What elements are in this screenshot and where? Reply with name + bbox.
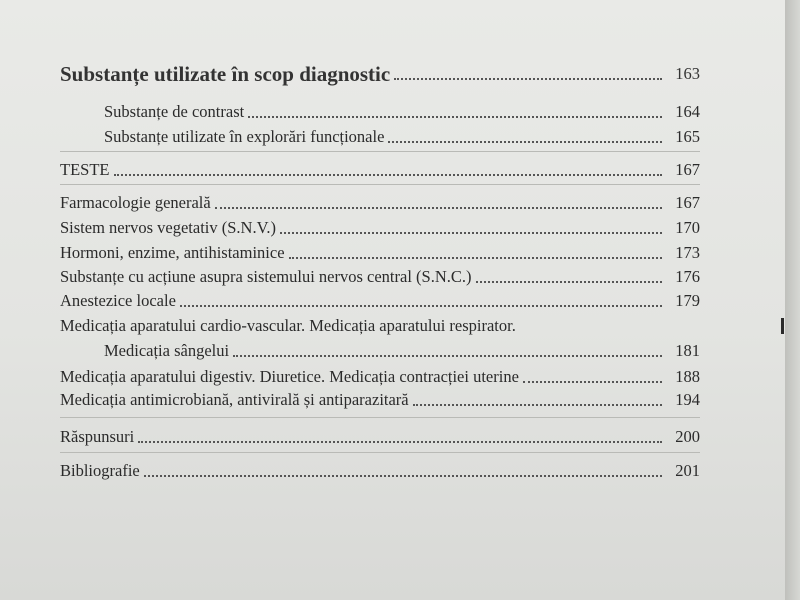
toc-wrapped-item-page: 181	[675, 341, 700, 360]
toc-sub-item-label: Substanțe utilizate în explorări funcționale	[104, 127, 385, 146]
toc-sub-item-page: 165	[675, 127, 700, 146]
toc-item-page: 176	[675, 267, 700, 286]
toc-sub-item-page: 164	[675, 102, 700, 121]
toc-item	[60, 243, 700, 263]
leader-dots	[476, 281, 663, 283]
toc-item-label: Medicația aparatului digestiv. Diuretice. Medicația contracției uterine	[60, 367, 519, 386]
toc-heading-page: 163	[675, 64, 700, 83]
leader-dots	[114, 174, 663, 176]
toc-raspunsuri-label: Răspunsuri	[60, 427, 135, 446]
toc-item-page: 194	[675, 390, 700, 409]
toc-heading-label: Substanțe utilizate în scop diagnostic	[60, 62, 391, 86]
toc-teste-page: 167	[675, 160, 700, 179]
toc-bibliografie	[60, 461, 700, 481]
section-divider	[60, 151, 700, 152]
toc-item-label: Anestezice locale	[60, 291, 176, 310]
leader-dots	[248, 116, 662, 118]
section-divider	[60, 417, 700, 418]
toc-sub-item	[60, 102, 700, 122]
toc-item-label: Medicația antimicrobiană, antivirală și antiparazitară	[60, 390, 409, 409]
edge-mark	[781, 318, 784, 334]
toc-item-label: Substanțe cu acțiune asupra sistemului nervos central (S.N.C.)	[60, 267, 472, 286]
toc-wrapped-item-label: Medicația aparatului cardio-vascular. Medicația aparatului respirator.	[60, 316, 516, 335]
leader-dots	[280, 232, 662, 234]
toc-item-label: Sistem nervos vegetativ (S.N.V.)	[60, 218, 277, 237]
leader-dots	[233, 355, 662, 357]
toc-item	[60, 218, 700, 238]
toc-teste	[60, 160, 700, 180]
toc-teste-label: TESTE	[60, 160, 110, 179]
toc-sub-item	[60, 127, 700, 147]
toc-item	[60, 193, 700, 213]
toc-sub-item-label: Substanțe de contrast	[104, 102, 245, 121]
section-divider	[60, 452, 700, 453]
toc-bibliografie-page: 201	[675, 461, 700, 480]
toc-item	[60, 367, 700, 387]
toc-item-label: Farmacologie generală	[60, 193, 211, 212]
toc-wrapped-item-label2: Medicația sângelui	[104, 341, 230, 360]
section-divider	[60, 184, 700, 185]
page-edge	[785, 0, 800, 600]
toc-item	[60, 291, 700, 311]
toc-item-page: 170	[675, 218, 700, 237]
leader-dots	[138, 441, 662, 443]
leader-dots	[289, 257, 662, 259]
toc-raspunsuri-page: 200	[675, 427, 700, 446]
toc-heading	[60, 64, 700, 84]
leader-dots	[180, 305, 662, 307]
leader-dots	[388, 141, 662, 143]
leader-dots	[215, 207, 662, 209]
toc-item-page: 173	[675, 243, 700, 262]
leader-dots	[144, 475, 662, 477]
leader-dots	[413, 404, 662, 406]
toc-bibliografie-label: Bibliografie	[60, 461, 140, 480]
toc-wrapped-item-line1	[60, 316, 700, 336]
toc-item-page: 188	[675, 367, 700, 386]
toc-raspunsuri	[60, 427, 700, 447]
toc-item-label: Hormoni, enzime, antihistaminice	[60, 243, 285, 262]
leader-dots	[394, 78, 662, 80]
toc-item	[60, 267, 700, 287]
toc-item-page: 167	[675, 193, 700, 212]
leader-dots	[523, 381, 662, 383]
toc-item-page: 179	[675, 291, 700, 310]
toc-item	[60, 390, 700, 410]
toc-wrapped-item-line2	[60, 341, 700, 361]
